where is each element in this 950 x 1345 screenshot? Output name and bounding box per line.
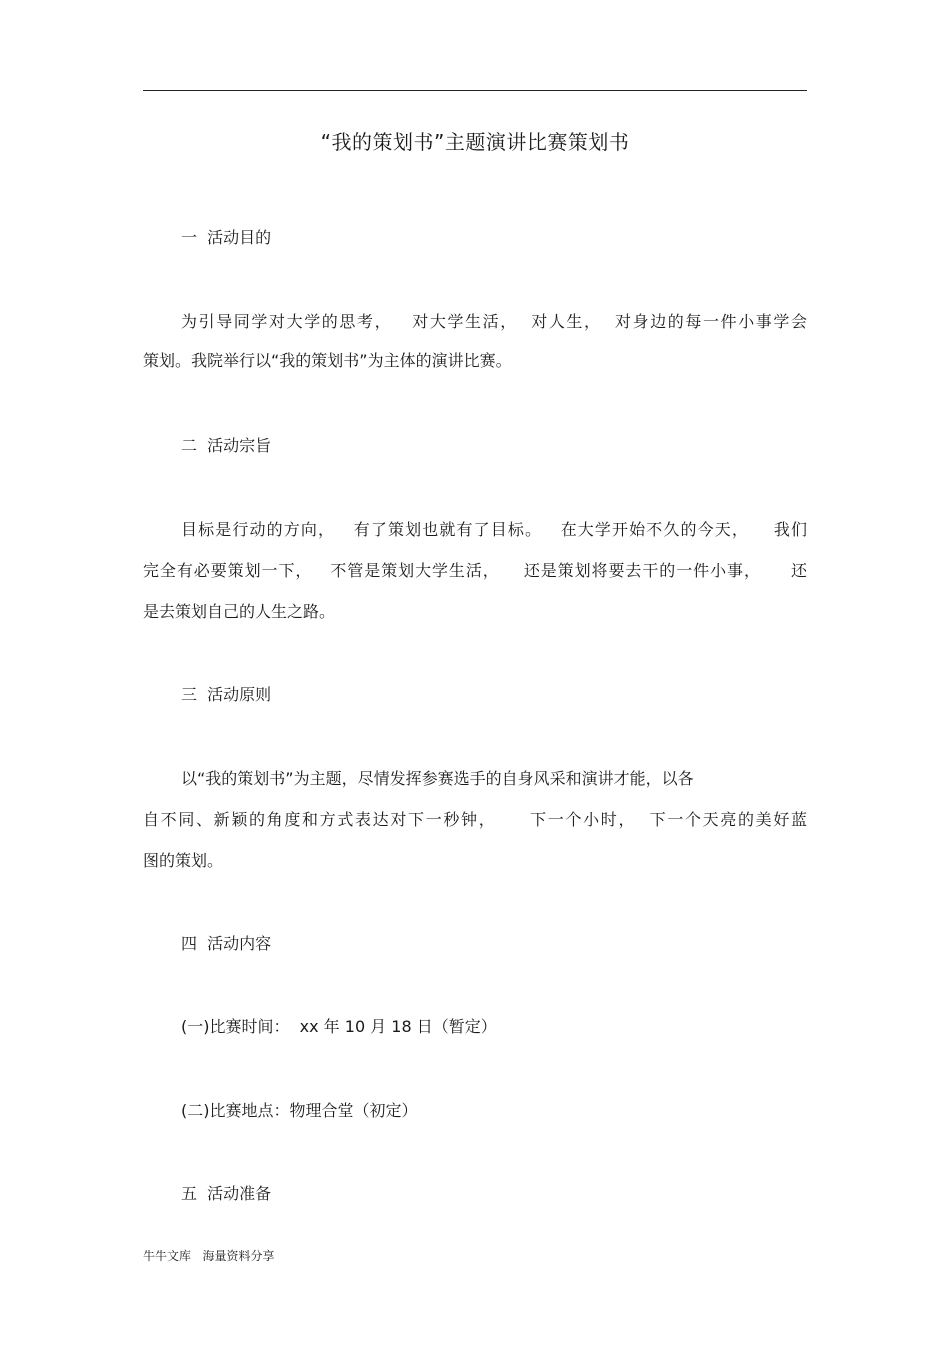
paragraph-purpose — [143, 310, 807, 373]
paragraph-line: 为引导同学对大学的思考， 对大学生活， 对人生， 对身边的每一件小事学会 — [181, 312, 807, 331]
section-heading-aim: 二 活动宗旨 — [181, 436, 272, 455]
section-heading-purpose: 一 活动目的 — [181, 228, 272, 247]
paragraph-line: 图的策划。 — [143, 851, 224, 870]
paragraph-line: 目标是行动的方向， 有了策划也就有了目标。 在大学开始不久的今天， 我们 — [181, 520, 807, 539]
paragraph-principle — [143, 767, 807, 873]
section-heading-content: 四 活动内容 — [181, 934, 272, 953]
section-heading-principle: 三 活动原则 — [181, 685, 272, 704]
section-heading-preparation: 五 活动准备 — [181, 1184, 272, 1203]
content-item-location: (二)比赛地点：物理合堂（初定） — [181, 1101, 418, 1120]
paragraph-line: 是去策划自己的人生之路。 — [143, 602, 336, 621]
header-rule — [143, 90, 807, 91]
paragraph-line: 策划。我院举行以“我的策划书”为主体的演讲比赛。 — [143, 351, 512, 370]
paragraph-aim — [143, 518, 807, 624]
page-footer: 牛牛文库 海量资料分享 — [143, 1249, 275, 1263]
content-item-time: (一)比赛时间： xx 年 10 月 18 日（暂定） — [181, 1017, 497, 1036]
document-title: “我的策划书”主题演讲比赛策划书 — [320, 130, 630, 154]
paragraph-line: 自不同、新颖的角度和方式表达对下一秒钟， 下一个小时， 下一个天亮的美好蓝 — [143, 810, 807, 829]
paragraph-line: 完全有必要策划一下， 不管是策划大学生活， 还是策划将要去干的一件小事， 还 — [143, 561, 807, 580]
paragraph-line: 以“我的策划书”为主题，尽情发挥参赛选手的自身风采和演讲才能，以各 — [181, 769, 694, 788]
